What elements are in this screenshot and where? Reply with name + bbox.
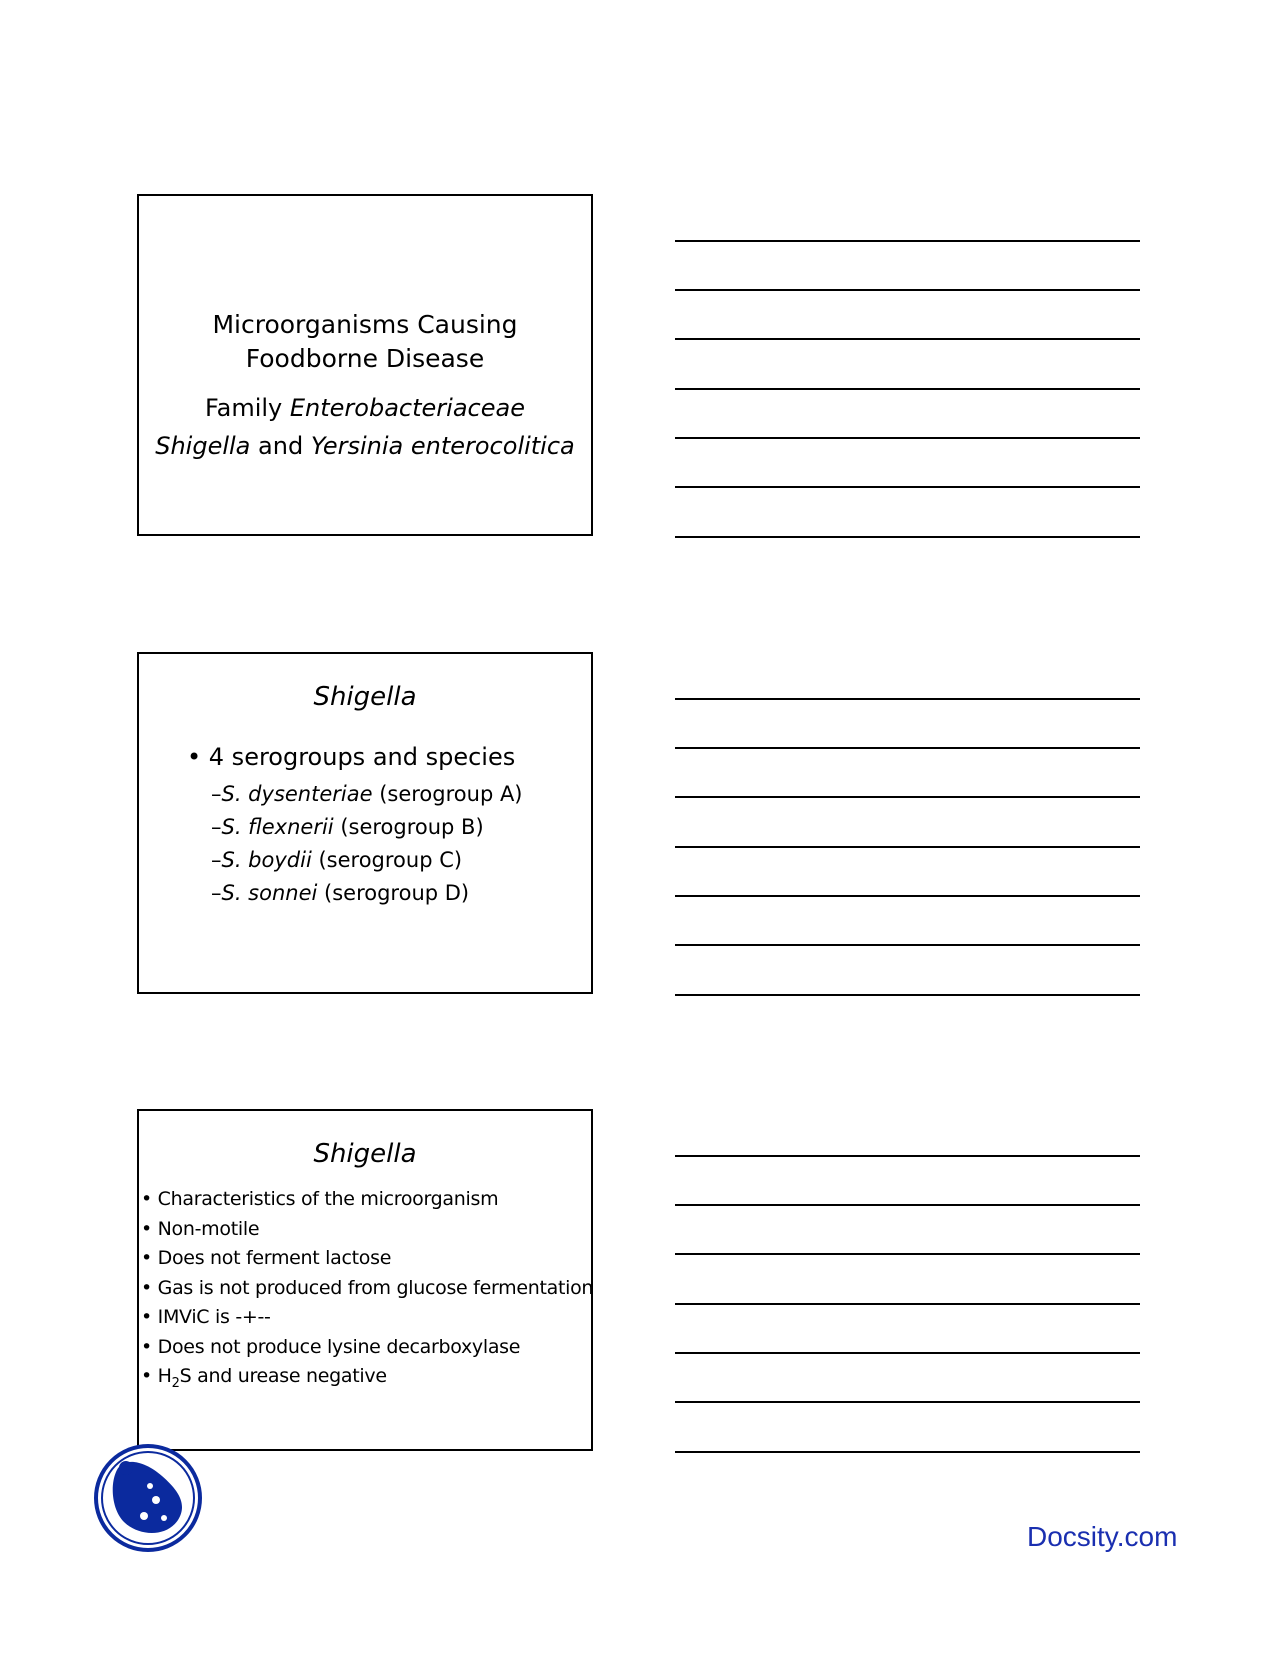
serogroup-list	[211, 778, 523, 910]
genus-shigella: Shigella	[155, 432, 251, 460]
genus-yersinia: Yersinia enterocolitica	[310, 432, 575, 460]
note-line	[675, 388, 1140, 390]
note-line	[675, 240, 1140, 242]
note-line	[675, 1204, 1140, 1206]
list-item	[211, 778, 523, 811]
note-line	[675, 796, 1140, 798]
list-item	[211, 811, 523, 844]
dash: –	[211, 881, 222, 905]
note-line	[675, 895, 1140, 897]
dash: –	[211, 782, 222, 806]
dash: –	[211, 815, 222, 839]
list-item: • IMViC is -+--	[141, 1306, 271, 1328]
dash: –	[211, 848, 222, 872]
note-line	[675, 1451, 1140, 1453]
note-line	[675, 338, 1140, 340]
docsity-brand-link[interactable]: Docsity.com	[1027, 1521, 1178, 1552]
family-label: Family	[205, 394, 290, 422]
conjunction: and	[250, 432, 311, 460]
note-line	[675, 747, 1140, 749]
list-item: • Characteristics of the microorganism	[141, 1188, 499, 1210]
slide-1	[137, 194, 593, 536]
slide-2-bullet: • 4 serogroups and species	[187, 743, 516, 771]
list-item: • Does not ferment lactose	[141, 1247, 392, 1269]
docsity-logo-icon[interactable]	[92, 1442, 204, 1554]
list-item: • Non-motile	[141, 1217, 260, 1240]
list-item: • Gas is not produced from glucose fermentation	[141, 1276, 594, 1299]
list-item: • Does not produce lysine decarboxylase	[141, 1335, 521, 1358]
note-line	[675, 1155, 1140, 1157]
title-line-2: Foodborne Disease	[245, 344, 485, 373]
slide-1-subtitle-family	[139, 394, 591, 422]
serogroup-label: (serogroup A)	[372, 782, 523, 806]
slide-3-title: Shigella	[313, 1139, 417, 1169]
serogroup-label: (serogroup B)	[333, 815, 484, 839]
serogroup-label: (serogroup D)	[317, 881, 470, 905]
item-text: • H	[141, 1365, 172, 1387]
list-item	[211, 844, 523, 877]
note-line	[675, 698, 1140, 700]
note-line	[675, 1303, 1140, 1305]
species-name: S. dysenteriae	[221, 782, 373, 806]
list-item	[211, 877, 523, 910]
slide-2	[137, 652, 593, 994]
note-line	[675, 846, 1140, 848]
note-line	[675, 944, 1140, 946]
note-line	[675, 1352, 1140, 1354]
note-line	[675, 486, 1140, 488]
note-line	[675, 1401, 1140, 1403]
note-line	[675, 1253, 1140, 1255]
slide-3	[137, 1109, 593, 1451]
species-name: S. sonnei	[221, 881, 318, 905]
note-line	[675, 437, 1140, 439]
title-line-1: Microorganisms Causing	[212, 310, 518, 339]
species-name: S. flexnerii	[221, 815, 334, 839]
note-line	[675, 536, 1140, 538]
note-line	[675, 994, 1140, 996]
serogroup-label: (serogroup C)	[311, 848, 463, 872]
subscript: 2	[171, 1375, 180, 1391]
family-name: Enterobacteriaceae	[289, 394, 525, 422]
slide-1-title	[139, 308, 591, 376]
list-item	[141, 1362, 593, 1398]
species-name: S. boydii	[221, 848, 312, 872]
slide-1-subtitle-genera	[139, 432, 591, 460]
characteristics-list	[141, 1185, 593, 1398]
item-text: S and urease negative	[179, 1365, 387, 1387]
note-line	[675, 289, 1140, 291]
slide-2-title: Shigella	[313, 682, 417, 712]
